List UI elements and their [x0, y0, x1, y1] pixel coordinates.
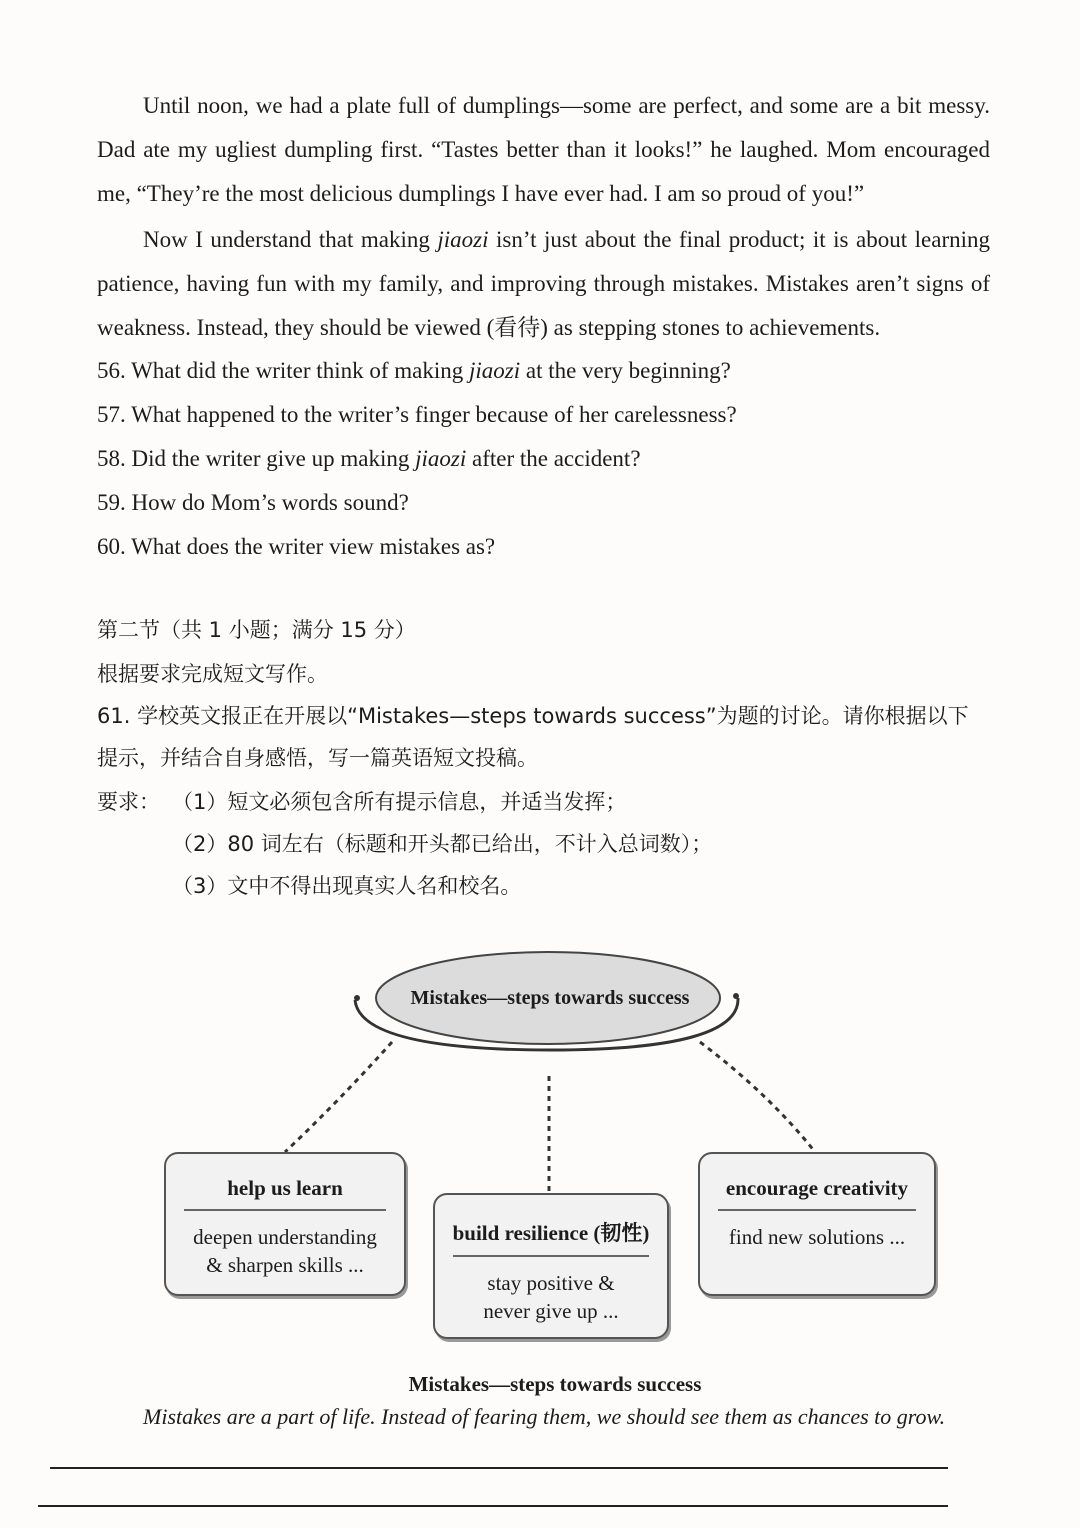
- question-59: 59. How do Mom’s words sound?: [97, 490, 409, 515]
- center-topic: Mistakes—steps towards success: [410, 987, 690, 1009]
- box-help-us-learn: [164, 1152, 406, 1296]
- requirement-2: （2）80 词左右（标题和开头都已给出，不计入总词数）；: [172, 832, 713, 856]
- jiaozi-term: jiaozi: [437, 227, 489, 252]
- detail-line: stay positive &: [487, 1271, 615, 1295]
- banner-curl-left: [354, 995, 360, 1001]
- box-heading: build resilience (韧性): [452, 1221, 650, 1245]
- requirement-1: （1）短文必须包含所有提示信息，并适当发挥；: [172, 790, 627, 814]
- question-56-text-a: 56. What did the writer think of making: [97, 358, 469, 383]
- detail-line: deepen understanding: [193, 1225, 377, 1249]
- detail-line: never give up ...: [483, 1299, 619, 1323]
- question-58: [97, 444, 641, 474]
- requirements-label: 要求：: [97, 790, 160, 814]
- writing-task: 61. 学校英文报正在开展以“Mistakes—steps towards success”为题的讨论。请你根据以下提示，并结合自身感悟，写一篇英语短文投稿。: [97, 704, 969, 770]
- box-encourage-creativity: [698, 1152, 936, 1296]
- question-56: [97, 356, 731, 386]
- question-58-text-a: 58. Did the writer give up making: [97, 446, 416, 471]
- question-57: 57. What happened to the writer’s finger because of her carelessness?: [97, 402, 737, 427]
- mind-map-diagram: [0, 930, 1080, 1350]
- writing-line: [38, 1505, 948, 1507]
- connector-right: [700, 1042, 815, 1152]
- box-detail: [700, 1211, 934, 1251]
- paragraph-2-text-a: Now I understand that making: [143, 227, 438, 252]
- connector-left: [285, 1042, 392, 1152]
- box-detail: [435, 1257, 667, 1325]
- passage-paragraph-1: [97, 84, 990, 216]
- box-detail: [166, 1211, 404, 1279]
- detail-line: find new solutions ...: [728, 1225, 906, 1249]
- paragraph-2-text-b: isn’t just about the final product; it is about learning patience, having fun with my family, and improving through mistakes. Mistakes aren’t signs of weakness. Instead, they should be viewed (看待) as stepping stones to achievements.: [97, 227, 990, 340]
- jiaozi-term: jiaozi: [468, 358, 521, 383]
- question-56-text-b: at the very beginning?: [520, 358, 731, 383]
- requirement-3: （3）文中不得出现真实人名和校名。: [172, 874, 522, 898]
- box-heading: encourage creativity: [725, 1176, 909, 1200]
- box-build-resilience: [433, 1193, 669, 1339]
- essay-title: Mistakes—steps towards success: [408, 1372, 702, 1396]
- paragraph-1-text: Until noon, we had a plate full of dumplings—some are perfect, and some are a bit messy. Dad ate my ugliest dumpling first. “Tastes better than it looks!” he laughed. Mom encouraged me, “They’re the most delicious dumplings I have ever had. I am so proud of you!”: [97, 93, 990, 206]
- box-heading: help us learn: [227, 1176, 343, 1200]
- section-instruction: 根据要求完成短文写作。: [97, 662, 328, 686]
- passage-paragraph-2: [97, 218, 990, 350]
- section-heading: 第二节（共 1 小题；满分 15 分）: [97, 618, 416, 642]
- question-58-text-b: after the accident?: [466, 446, 641, 471]
- jiaozi-term: jiaozi: [415, 446, 467, 471]
- essay-opening: Mistakes are a part of life. Instead of fearing them, we should see them as chances to grow.: [143, 1404, 946, 1429]
- question-60: 60. What does the writer view mistakes as?: [97, 534, 496, 559]
- banner-curl-right: [733, 993, 739, 999]
- detail-line: & sharpen skills ...: [206, 1253, 364, 1277]
- writing-line: [50, 1467, 948, 1469]
